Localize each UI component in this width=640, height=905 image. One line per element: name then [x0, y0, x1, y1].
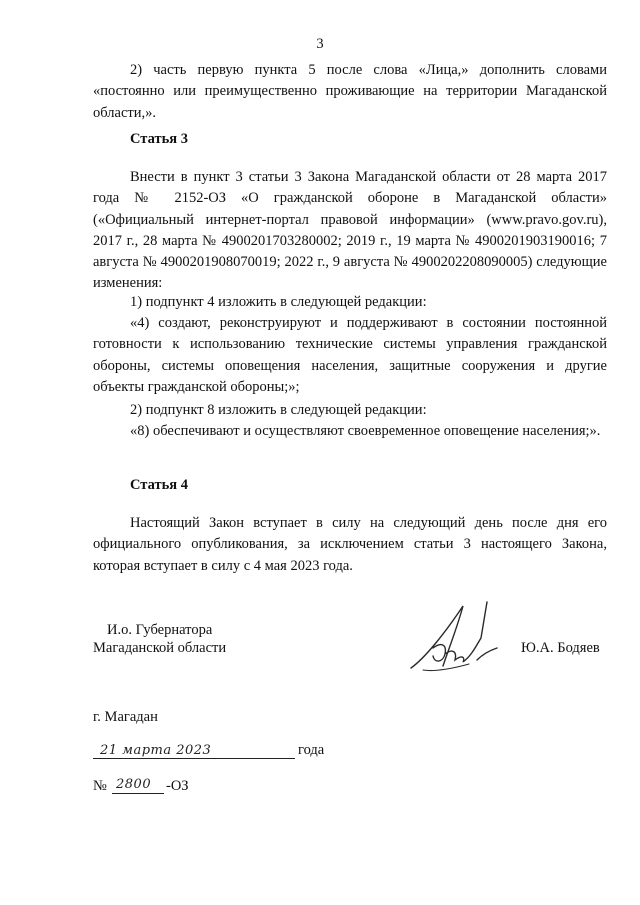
- article-3-intro: Внести в пункт 3 статьи 3 Закона Магаданской области от 28 марта 2017 года № 2152-ОЗ «О гражданской обороне в Магаданской области» («Официальный интернет-портал правовой информации» (www.pravo.gov.ru), 2017 г., 28 марта № 4900201703280002; 2019 г., 19 марта № 4900201903190016; 7 августа № 4900201908070019; 2022 г., 9 августа № 4900202208090005) следующие изменения:: [93, 169, 607, 292]
- signatory-name: Ю.А. Бодяев: [521, 640, 600, 656]
- signatory-position-line-1: И.о. Губернатора: [107, 622, 213, 638]
- article-3-item-2-heading: 2) подпункт 8 изложить в следующей редакции:: [130, 402, 427, 418]
- number-underline: [112, 793, 164, 794]
- article-4-text: Настоящий Закон вступает в силу на следующий день после дня его официального опубликования, за исключением статьи 3 настоящего Закона, которая вступает в силу с 4 мая 2023 года.: [93, 515, 607, 574]
- article-3-heading: Статья 3: [130, 131, 188, 147]
- article-4-heading: Статья 4: [130, 477, 188, 493]
- date-suffix: года: [298, 742, 325, 758]
- article-3-item-2-text: «8) обеспечивают и осуществляют своевременное оповещение населения;».: [130, 423, 601, 439]
- date-underline: [93, 758, 295, 759]
- signature-icon: [405, 598, 500, 678]
- signatory-position-line-2: Магаданской области: [93, 640, 227, 656]
- handwritten-signature: [405, 598, 500, 683]
- page-number: 3: [316, 36, 324, 52]
- paragraph-amendment-2: 2) часть первую пункта 5 после слова «Лица,» дополнить словами «постоянно или преимущественно проживающие на территории Магаданской области,».: [93, 62, 607, 121]
- article-3-item-1-text: «4) создают, реконструируют и поддерживают в состоянии постоянной готовности к использованию технические системы управления гражданской обороны, системы оповещения населения, защитные сооружения и другие объекты гражданской обороны;»;: [93, 315, 607, 395]
- handwritten-number: 2800: [116, 777, 152, 792]
- number-prefix: №: [93, 778, 107, 794]
- number-suffix: -ОЗ: [166, 778, 189, 794]
- article-3-item-1-heading: 1) подпункт 4 изложить в следующей редакции:: [130, 294, 427, 310]
- handwritten-date: 21 марта 2023: [100, 743, 212, 758]
- city: г. Магадан: [93, 709, 158, 725]
